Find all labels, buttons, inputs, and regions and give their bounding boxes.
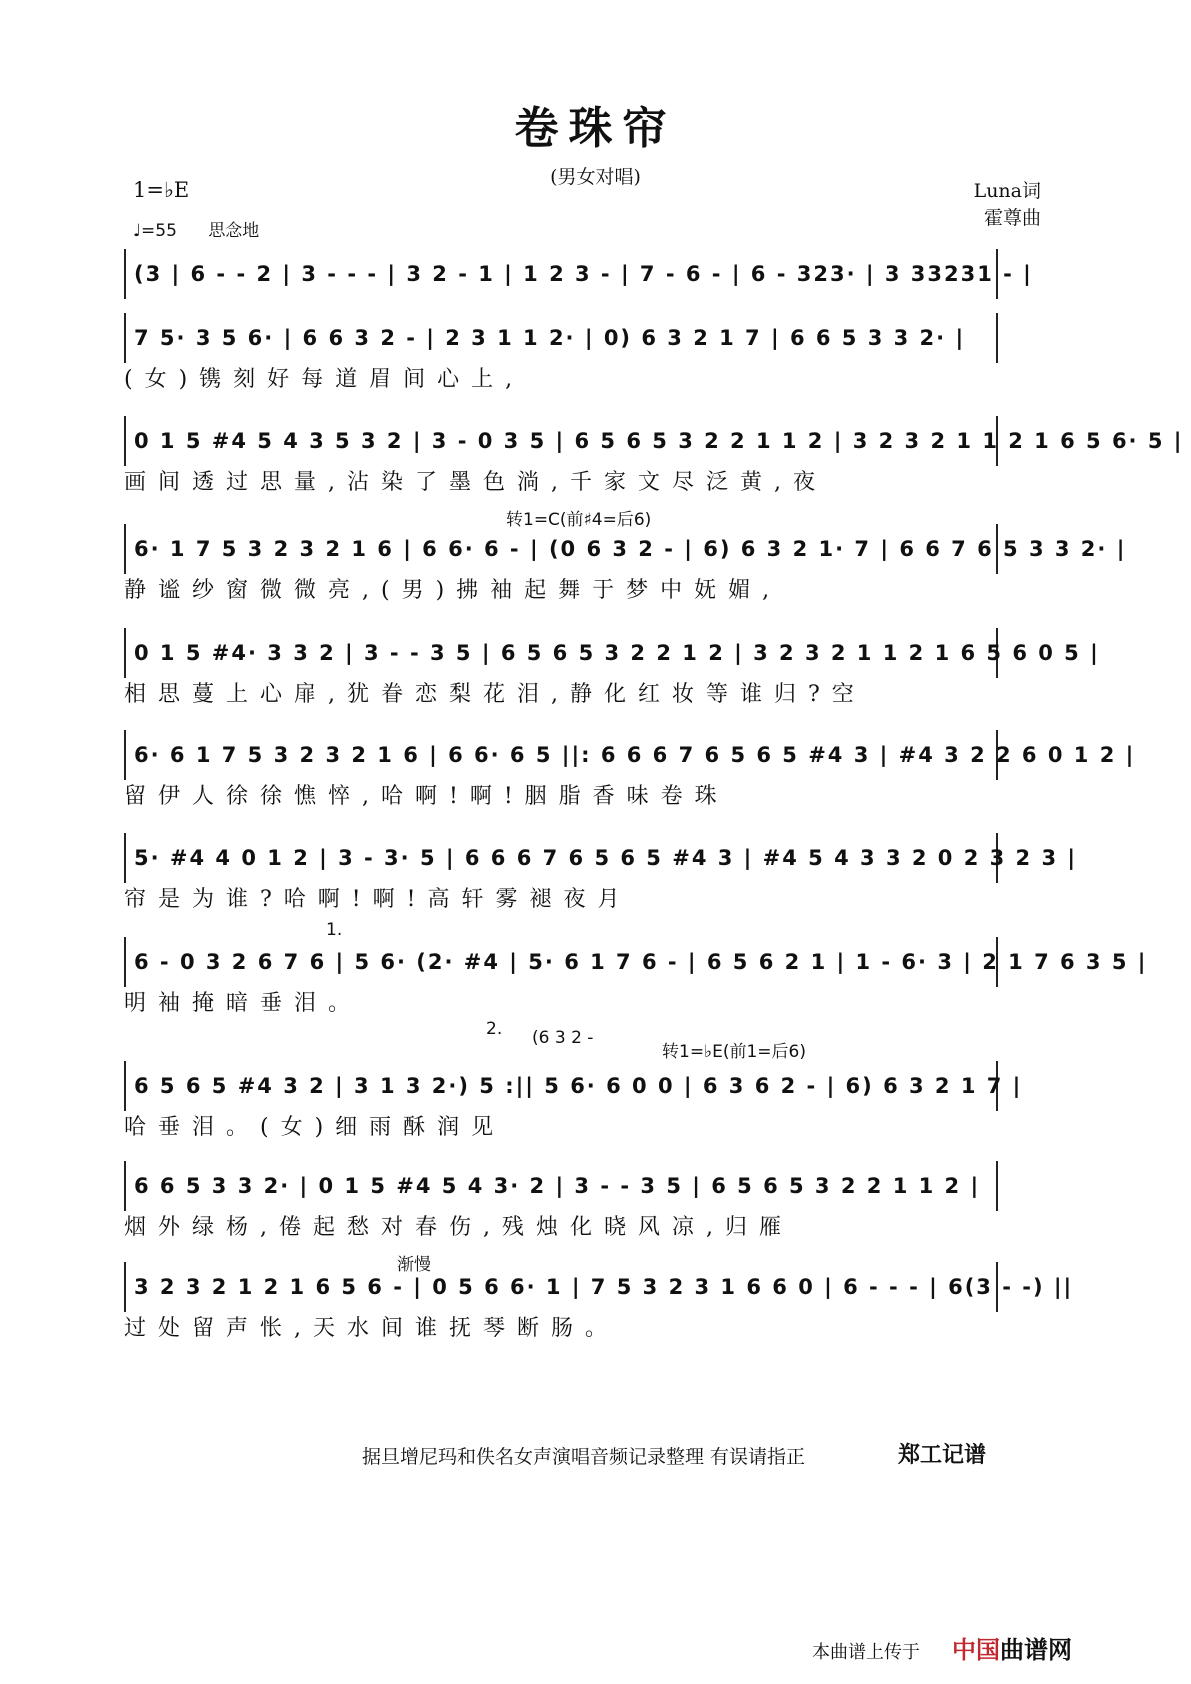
volta-2-marking: 2. bbox=[486, 1019, 503, 1039]
notation-line: 0 1 5 #4· 3 3 2 | 3 - - 3 5 | 6 5 6 5 3 2 2 1 2 | 3 2 3 2 1 1 2 1 6 5 6 0 5 | bbox=[124, 628, 998, 678]
lyrics-line: 帘是为谁?哈啊!啊!高轩雾褪夜月 bbox=[124, 887, 632, 912]
lyricist: Luna词 bbox=[973, 180, 1041, 202]
lyrics-line: 留伊人徐徐憔悴,哈啊!啊!胭脂香味卷珠 bbox=[124, 784, 729, 809]
score-system-2 bbox=[124, 313, 998, 397]
lyrics-line: 哈垂泪。(女)细雨酥润见 bbox=[124, 1115, 506, 1140]
tempo-line bbox=[133, 216, 259, 241]
modulation-marking: 转1=♭E(前1=后6) bbox=[662, 1042, 806, 1062]
notation-line: 0 1 5 #4 5 4 3 5 3 2 | 3 - 0 3 5 | 6 5 6 5 3 2 2 1 1 2 | 3 2 3 2 1 1 2 1 6 5 6· 5 | bbox=[124, 416, 998, 466]
logo-text-b: 曲谱网 bbox=[1000, 1636, 1072, 1664]
upload-note: 本曲谱上传于 bbox=[812, 1642, 920, 1663]
notation-line: 3 2 3 2 1 2 1 6 5 6 - | 0 5 6 6· 1 | 7 5 3 2 3 1 6 6 0 | 6 - - - | 6(3 - -) || bbox=[124, 1262, 998, 1312]
composer: 霍尊曲 bbox=[983, 207, 1041, 229]
lyrics-line: 烟外绿杨,倦起愁对春伤,残烛化晓风凉,归雁 bbox=[124, 1215, 793, 1240]
key-signature: 1=♭E bbox=[133, 178, 190, 202]
song-title: 卷珠帘 bbox=[514, 103, 677, 154]
lyrics-line: 过处留声怅,天水间谁抚琴断肠。 bbox=[124, 1316, 619, 1341]
logo-text-a: 中国 bbox=[952, 1636, 1000, 1664]
notation-line: 5· #4 4 0 1 2 | 3 - 3· 5 | 6 6 6 7 6 5 6 5 #4 3 | #4 5 4 3 3 2 0 2 3 2 3 | bbox=[124, 833, 998, 883]
ritardando-marking: 渐慢 bbox=[397, 1255, 431, 1275]
score-system-11 bbox=[124, 1262, 1074, 1346]
notation-line: 6 6 5 3 3 2· | 0 1 5 #4 5 4 3· 2 | 3 - - 3 5 | 6 5 6 5 3 2 2 1 1 2 | bbox=[124, 1161, 998, 1211]
notation-line: (3 | 6 - - 2 | 3 - - - | 3 2 - 1 | 1 2 3 - | 7 - 6 - | 6 - 323· | 3 33231 - | bbox=[124, 249, 998, 299]
notation-line: 6· 1 7 5 3 2 3 2 1 6 | 6 6· 6 - | (0 6 3 2 - | 6) 6 3 2 1· 7 | 6 6 7 6 5 3 3 2· | bbox=[124, 524, 998, 574]
site-logo[interactable] bbox=[952, 1630, 1072, 1665]
lyrics-line: 静谧纱窗微微亮,(男)拂袖起舞于梦中妩媚, bbox=[124, 578, 782, 603]
score-system-5 bbox=[124, 628, 1100, 712]
tempo-marking: ♩=55 bbox=[133, 221, 177, 241]
score-system-3 bbox=[124, 416, 1184, 500]
song-subtitle: (男女对唱) bbox=[550, 166, 641, 188]
notation-line: 6· 6 1 7 5 3 2 3 2 1 6 | 6 6· 6 5 ||: 6 6 6 7 6 5 6 5 #4 3 | #4 3 2 2 6 0 1 2 | bbox=[124, 730, 998, 780]
modulation-marking: 转1=C(前♯4=后6) bbox=[506, 510, 652, 530]
notation-line: 7 5· 3 5 6· | 6 6 3 2 - | 2 3 1 1 2· | 0) 6 3 2 1 7 | 6 6 5 3 3 2· | bbox=[124, 313, 998, 363]
score-system-8 bbox=[124, 937, 1148, 1021]
expression-marking: 思念地 bbox=[208, 221, 260, 241]
score-system-10 bbox=[124, 1161, 998, 1245]
score-system-6 bbox=[124, 730, 1136, 814]
transcription-note: 据旦增尼玛和佚名女声演唱音频记录整理 有误请指正 bbox=[362, 1446, 806, 1468]
lyrics-line: 相思蔓上心扉,犹眷恋梨花泪,静化红妆等谁归?空 bbox=[124, 682, 866, 707]
score-system-4 bbox=[124, 524, 1127, 608]
volta-2-prefix: (6 3 2 - bbox=[532, 1028, 594, 1048]
lyrics-line: (女)镌刻好每道眉间心上, bbox=[124, 367, 525, 392]
lyrics-line: 画间透过思量,沾染了墨色淌,千家文尽泛黄,夜 bbox=[124, 470, 827, 495]
credits bbox=[974, 178, 1041, 232]
lyrics-line: 明袖掩暗垂泪。 bbox=[124, 991, 363, 1016]
volta-1-marking: 1. bbox=[326, 920, 343, 940]
notation-line: 6 - 0 3 2 6 7 6 | 5 6· (2· #4 | 5· 6 1 7 6 - | 6 5 6 2 1 | 1 - 6· 3 | 2 1 7 6 3 5 | bbox=[124, 937, 998, 987]
transcriber: 郑工记谱 bbox=[898, 1443, 987, 1468]
score-system-7 bbox=[124, 833, 1078, 917]
score-system-9 bbox=[124, 1061, 1023, 1145]
notation-line: 6 5 6 5 #4 3 2 | 3 1 3 2·) 5 :|| 5 6· 6 0 0 | 6 3 6 2 - | 6) 6 3 2 1 7 | bbox=[124, 1061, 998, 1111]
